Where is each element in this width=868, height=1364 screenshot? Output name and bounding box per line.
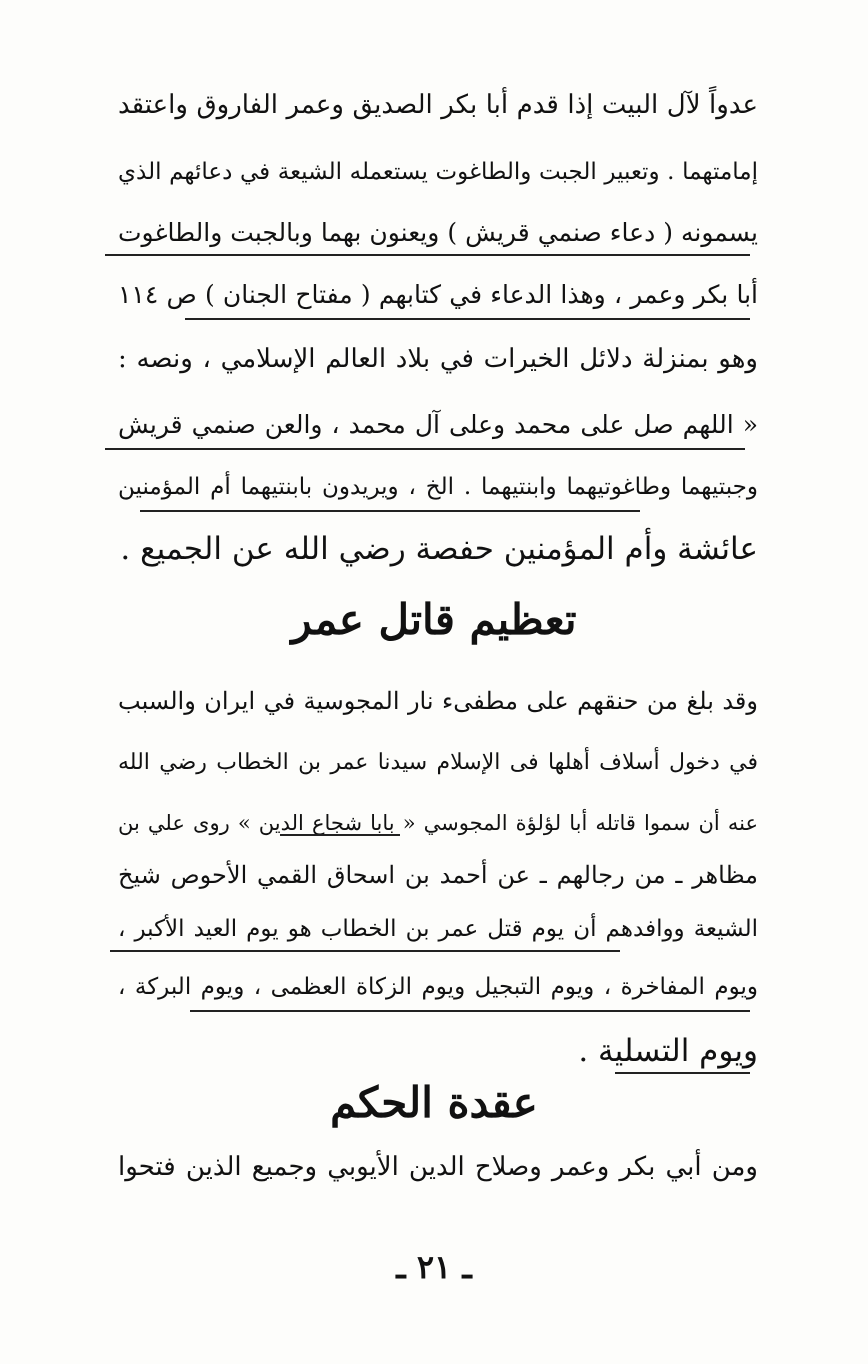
text-line: مظاهر ـ من رجالهم ـ عن أحمد بن اسحاق القمي الأحوص شيخ xyxy=(118,861,758,889)
text-line: « اللهم صل على محمد وعلى آل محمد ، والعن صنمي قريش xyxy=(118,410,758,439)
underline xyxy=(280,834,400,836)
underline xyxy=(110,950,620,952)
section-heading: عقدة الحكم xyxy=(330,1078,538,1127)
text-line: وجبتيهما وطاغوتيهما وابنتيهما . الخ ، ويريدون بابنتيهما أم المؤمنين xyxy=(118,474,758,500)
text-line: عنه أن سموا قاتله أبا لؤلؤة المجوسي « بابا شجاع الدين » روى علي بن xyxy=(118,811,758,835)
text-line: أبا بكر وعمر ، وهذا الدعاء في كتابهم ( مفتاح الجنان ) ص ١١٤ xyxy=(118,280,758,309)
text-line: في دخول أسلاف أهلها فى الإسلام سيدنا عمر بن الخطاب رضي الله xyxy=(118,750,758,775)
text-line: عدواً لآل البيت إذا قدم أبا بكر الصديق وعمر الفاروق واعتقد xyxy=(118,90,758,120)
underline xyxy=(185,318,750,320)
text-line: إمامتهما . وتعبير الجبت والطاغوت يستعمله الشيعة في دعائهم الذي xyxy=(118,159,758,185)
text-line: عائشة وأم المؤمنين حفصة رضي الله عن الجميع . xyxy=(120,531,758,567)
text-line: ومن أبي بكر وعمر وصلاح الدين الأيوبي وجميع الذين فتحوا xyxy=(118,1152,758,1182)
section-heading: تعظيم قاتل عمر xyxy=(291,595,577,644)
underline xyxy=(140,510,640,512)
text-line: ويوم المفاخرة ، ويوم التبجيل ويوم الزكاة العظمى ، ويوم البركة ، xyxy=(118,974,758,1000)
text-line: ويوم التسلية . xyxy=(578,1033,758,1069)
page-number: ـ ٢١ ـ xyxy=(396,1248,472,1286)
underline xyxy=(190,1010,750,1012)
text-line: الشيعة ووافدهم أن يوم قتل عمر بن الخطاب هو يوم العيد الأكبر ، xyxy=(118,916,758,942)
underline xyxy=(105,254,750,256)
text-line: وقد بلغ من حنقهم على مطفىء نار المجوسية في ايران والسبب xyxy=(118,687,758,715)
underline xyxy=(105,448,745,450)
text-line: يسمونه ( دعاء صنمي قريش ) ويعنون بهما وبالجبت والطاغوت xyxy=(118,218,758,247)
text-line: وهو بمنزلة دلائل الخيرات في بلاد العالم الإسلامي ، ونصه : xyxy=(118,344,758,374)
